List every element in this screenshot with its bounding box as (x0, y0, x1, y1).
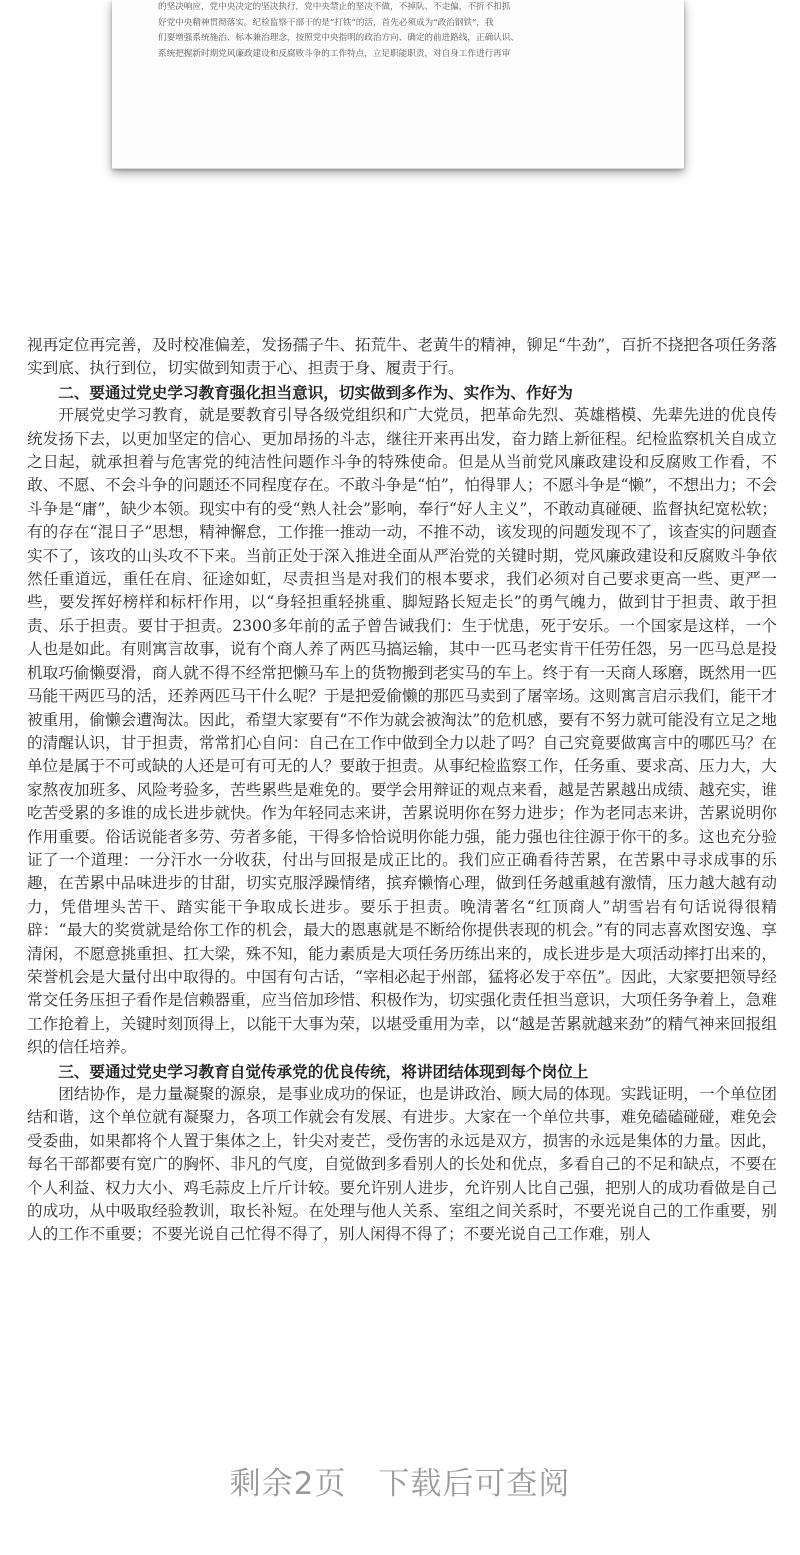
document-body (27, 334, 777, 1247)
document-preview-page (112, 0, 684, 169)
body-paragraph: 开展党史学习教育，就是要教育引导各级党组织和广大党员，把革命先烈、英雄楷模、先辈先进的优良传统发扬下去，以更加坚定的信心、更加昂扬的斗志，继往开来再出发，奋力踏上新征程。纪检监察机关自成立之日起，就承担着与危害党的纯洁性问题作斗争的特殊使命。但是从当前党风廉政建设和反腐败工作看，不敢、不愿、不会斗争的问题还不同程度存在。不敢斗争是“怕”，怕得罪人；不愿斗争是“懒”，不想出力；不会斗争是“庸”，缺少本领。现实中有的受“熟人社会”影响，奉行“好人主义”，不敢动真碰硬、监督执纪宽松软；有的存在“混日子”思想，精神懈怠，工作推一推动一动，不推不动，该发现的问题发现不了，该查实的问题查实不了，该攻的山头攻不下来。当前正处于深入推进全面从严治党的关键时期，党风廉政建设和反腐败斗争依然任重道远，重任在肩、征途如虹，尽责担当是对我们的根本要求，我们必须对自己要求更高一些、更严一些，要发挥好榜样和标杆作用，以“身轻担重轻挑重、脚短路长短走长”的勇气魄力，做到甘于担责、敢于担责、乐于担责。要甘于担责。2300多年前的孟子曾告诫我们：生于忧患，死于安乐。一个国家是这样，一个人也是如此。有则寓言故事，说有个商人养了两匹马搞运输，其中一匹马老实肯干任劳任怨，另一匹马总是投机取巧偷懒耍滑，商人就不得不经常把懒马车上的货物搬到老实马的车上。终于有一天商人琢磨，既然用一匹马能干两匹马的活，还养两匹马干什么呢？于是把爱偷懒的那匹马卖到了屠宰场。这则寓言启示我们，能干才被重用，偷懒会遭淘汰。因此，希望大家要有“不作为就会被淘汰”的危机感，要有不努力就可能没有立足之地的清醒认识，甘于担责，常常扪心自问：自己在工作中做到全力以赴了吗？自己究竟要做寓言中的哪匹马？在单位是属于不可或缺的人还是可有可无的人？要敢于担责。从事纪检监察工作，任务重、要求高、压力大，大家熬夜加班多、风险考验多，苦些累些是难免的。要学会用辩证的观点来看，越是苦累越出成绩、越充实，谁吃苦受累的多谁的成长进步就快。作为年轻同志来讲，苦累说明你在努力进步；作为老同志来讲，苦累说明你作用重要。俗话说能者多劳、劳者多能，干得多恰恰说明你能力强，能力强也往往源于你干的多。这也充分验证了一个道理：一分汗水一分收获，付出与回报是成正比的。我们应正确看待苦累，在苦累中寻求成事的乐趣，在苦累中品味进步的甘甜，切实克服浮躁情绪，摈弃懒惰心理，做到任务越重越有激情，压力越大越有动力，凭借埋头苦干、踏实能干争取成长进步。要乐于担责。晚清著名“红顶商人”胡雪岩有句话说得很精辟：“最大的奖赏就是给你工作的机会，最大的恩惠就是不断给你提供表现的机会。”有的同志喜欢图安逸、享清闲，不愿意挑重担、扛大梁，殊不知，能力素质是大项任务历练出来的，成长进步是大项活动摔打出来的，荣誉机会是大量付出中取得的。中国有句古话，“宰相必起于州部，猛将必发于卒伍”。因此，大家要把领导经常交任务压担子看作是信赖器重，应当倍加珍惜、积极作为，切实强化责任担当意识，大项任务争着上，急难工作抢着上，关键时刻顶得上，以能干大事为荣，以堪受重用为幸，以“越是苦累就越来劲”的精气神来回报组织的信任培养。 (27, 406, 777, 1057)
body-paragraph: 团结协作，是力量凝聚的源泉，是事业成功的保证，也是讲政治、顾大局的体现。实践证明，一个单位团结和谐，这个单位就有凝聚力，各项工作就会有发展、有进步。大家在一个单位共事，难免磕磕碰碰，难免会受委曲，如果都将个人置于集体之上，针尖对麦芒，受伤害的永远是双方，损害的永远是集体的力量。因此，每名干部都要有宽广的胸怀、非凡的气度，自觉做到多看别人的长处和优点，多看自己的不足和缺点，不要在个人利益、权力大小、鸡毛蒜皮上斤斤计较。要允许别人进步，允许别人比自己强，把别人的成功看做是自己的成功，从中吸取经验教训，取长补短。在处理与他人关系、室组之间关系时，不要光说自己的工作重要，别人的工作不重要；不要光说自己忙得不得了，别人闲得不得了；不要光说自己工作难，别人 (27, 1085, 777, 1244)
preview-line: 们要增强系统施治、标本兼治理念，按照党中央指明的政治方向、确定的前进路线，正确认识、 (158, 33, 519, 43)
download-to-read-banner[interactable]: 剩余2页 下载后可查阅 (229, 1466, 571, 1502)
preview-text-block (158, 0, 648, 62)
preview-line: 系统把握新时期党风廉政建设和反腐败斗争的工作特点，立足职能职责，对自身工作进行再审 (158, 48, 511, 59)
preview-line: 的坚决响应，党中央决定的坚决执行，党中央禁止的坚决不做，不掉队、不走偏，不折不扣抓 (158, 2, 511, 12)
section-heading-2: 二、要通过党史学习教育强化担当意识，切实做到多作为、实作为、作好为 (58, 382, 573, 402)
preview-line: 好党中央精神贯彻落实。纪检监察干部干的是“打铁”的活，首先必须成为“政治钢铁”，我 (158, 17, 494, 28)
section-heading-3: 三、要通过党史学习教育自觉传承党的优良传统，将讲团结体现到每个岗位上 (58, 1061, 589, 1081)
body-paragraph: 视再定位再完善，及时校准偏差，发扬孺子牛、拓荒牛、老黄牛的精神，铆足“牛劲”，百折不挠把各项任务落实到底、执行到位，切实做到知责于心、担责于身、履责于行。 (27, 336, 777, 378)
